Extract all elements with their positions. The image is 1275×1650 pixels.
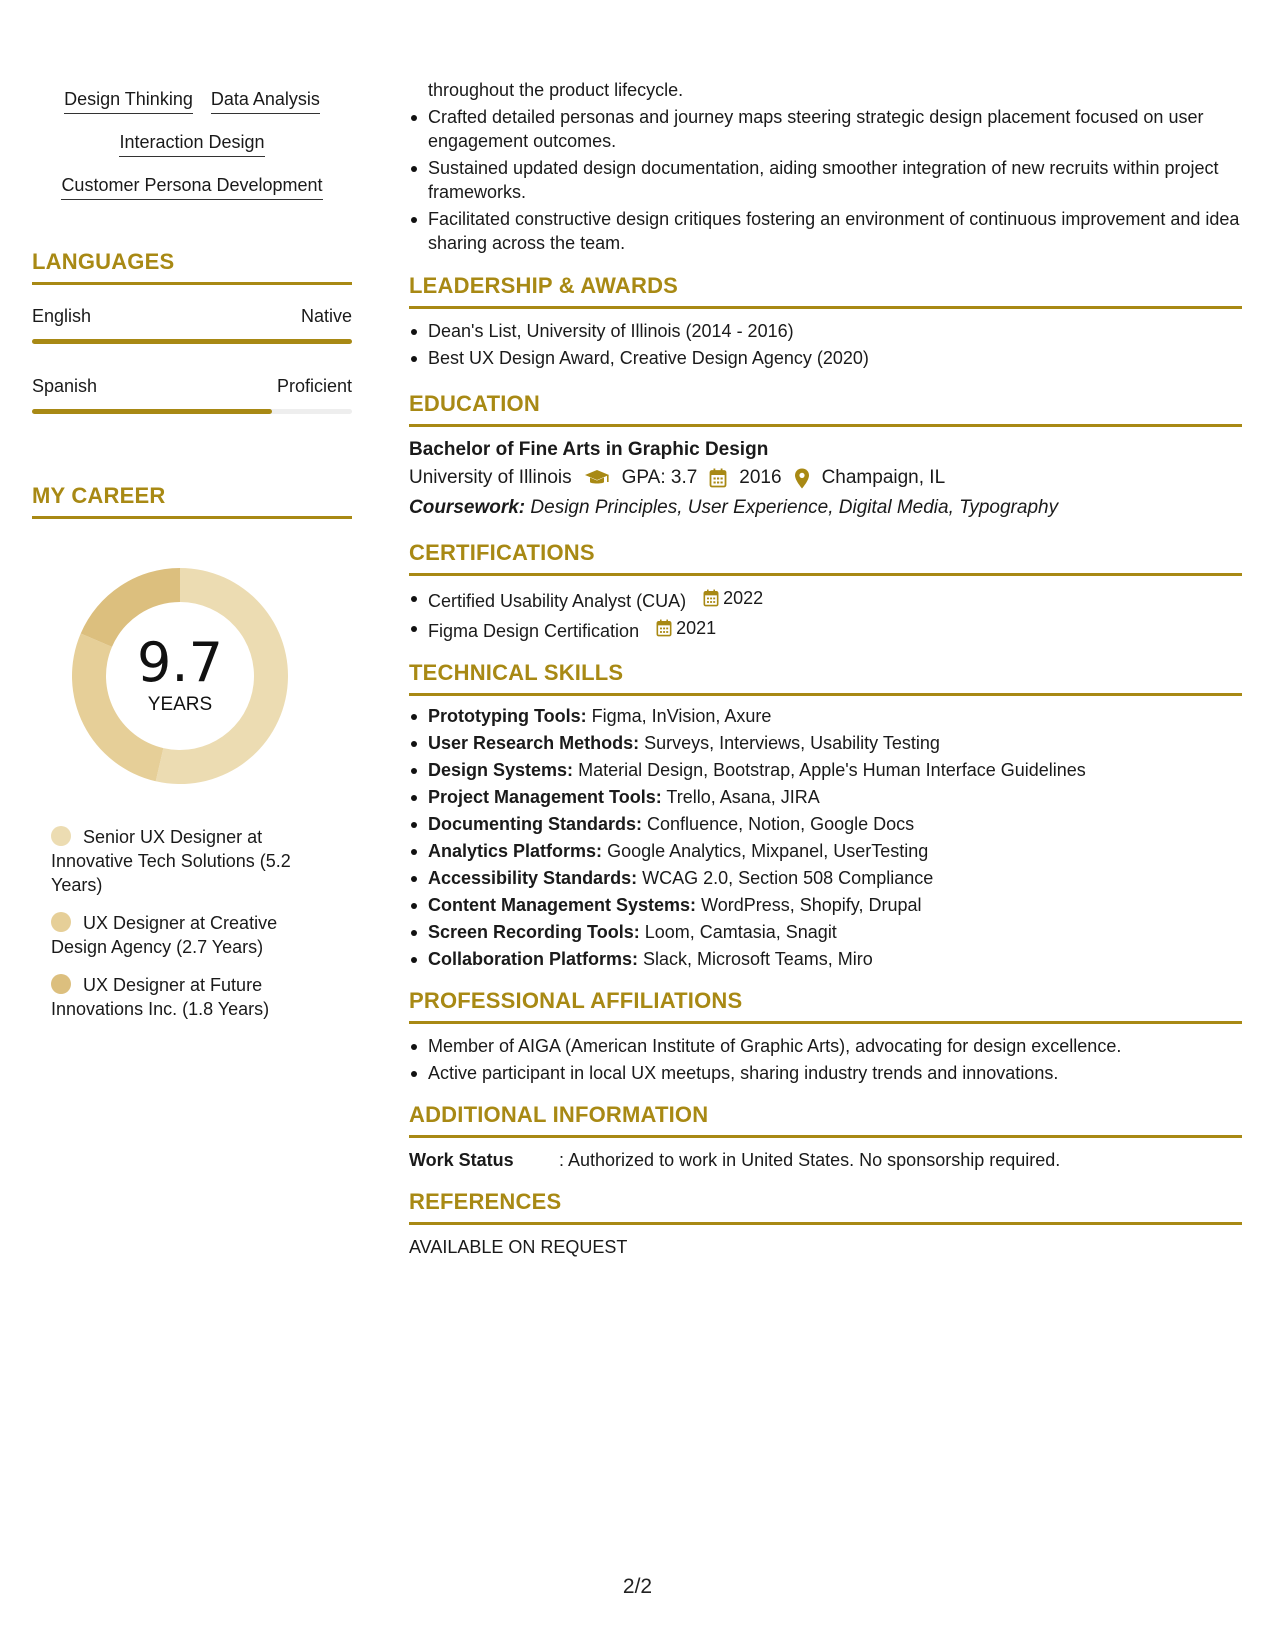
education-location: Champaign, IL bbox=[821, 467, 946, 488]
section-title: LANGUAGES bbox=[32, 249, 175, 274]
section-title: ADDITIONAL INFORMATION bbox=[409, 1102, 709, 1127]
section-divider bbox=[409, 1021, 1242, 1024]
career-donut-chart bbox=[67, 563, 293, 789]
legend-dot bbox=[51, 826, 71, 846]
skill-category: Project Management Tools: bbox=[428, 787, 662, 807]
list-item: Sustained updated design documentation, aiding smoother integration of new recruits within project frameworks. bbox=[409, 156, 1242, 204]
language-bar bbox=[32, 339, 352, 344]
skill-category: Collaboration Platforms: bbox=[428, 949, 639, 969]
language-item bbox=[32, 375, 352, 414]
language-name: English bbox=[32, 306, 92, 326]
additional-info-section bbox=[409, 1101, 1242, 1172]
info-value: : Authorized to work in United States. No sponsorship required. bbox=[559, 1150, 1061, 1170]
list-item: Best UX Design Award, Creative Design Agency (2020) bbox=[409, 346, 1242, 370]
section-divider bbox=[409, 693, 1242, 696]
section-divider bbox=[32, 516, 352, 519]
skill-tag: Design Thinking bbox=[64, 88, 193, 114]
legend-dot bbox=[51, 912, 71, 932]
career-legend bbox=[51, 825, 321, 1021]
section-divider bbox=[409, 424, 1242, 427]
skill-category: Design Systems: bbox=[428, 760, 574, 780]
career-years-unit: YEARS bbox=[147, 694, 213, 715]
education-section bbox=[409, 390, 1242, 523]
calendar-icon bbox=[656, 619, 672, 637]
legend-item bbox=[51, 973, 321, 1021]
skill-category: Documenting Standards: bbox=[428, 814, 643, 834]
section-title: TECHNICAL SKILLS bbox=[409, 660, 624, 685]
legend-label: UX Designer at Future Innovations Inc. (1.8 Years) bbox=[51, 975, 270, 1019]
skill-tag: Customer Persona Development bbox=[61, 174, 322, 200]
section-title: PROFESSIONAL AFFILIATIONS bbox=[409, 988, 743, 1013]
list-item: Crafted detailed personas and journey maps steering strategic design placement focused on user engagement outcomes. bbox=[409, 105, 1242, 153]
references-section bbox=[409, 1188, 1242, 1259]
leadership-section bbox=[409, 272, 1242, 370]
page-number: 2/2 bbox=[622, 1575, 653, 1598]
coursework-label: Coursework: bbox=[409, 497, 526, 518]
skills-tags bbox=[32, 78, 352, 200]
references-text: AVAILABLE ON REQUEST bbox=[409, 1237, 628, 1257]
language-bar-fill bbox=[32, 339, 352, 344]
list-item bbox=[409, 893, 1242, 917]
list-item bbox=[409, 704, 1242, 728]
section-divider bbox=[32, 282, 352, 285]
legend-item bbox=[51, 825, 321, 897]
skill-values: Confluence, Notion, Google Docs bbox=[647, 814, 915, 834]
coursework bbox=[409, 493, 1242, 523]
language-bar bbox=[32, 409, 352, 414]
legend-label: Senior UX Designer at Innovative Tech Solutions (5.2 Years) bbox=[51, 827, 291, 895]
list-item bbox=[409, 866, 1242, 890]
list-item bbox=[409, 616, 1242, 643]
section-divider bbox=[409, 1135, 1242, 1138]
skill-values: Surveys, Interviews, Usability Testing bbox=[644, 733, 940, 753]
skill-values: WordPress, Shopify, Drupal bbox=[701, 895, 922, 915]
certification-name: Figma Design Certification bbox=[428, 621, 640, 641]
section-title: REFERENCES bbox=[409, 1189, 562, 1214]
certification-name: Certified Usability Analyst (CUA) bbox=[428, 591, 687, 611]
calendar-icon bbox=[709, 468, 727, 488]
skill-values: Google Analytics, Mixpanel, UserTesting bbox=[607, 841, 929, 861]
info-label: Work Status bbox=[409, 1150, 514, 1170]
list-item bbox=[409, 785, 1242, 809]
experience-continued bbox=[409, 78, 1242, 255]
skill-category: User Research Methods: bbox=[428, 733, 640, 753]
section-title: MY CAREER bbox=[32, 483, 166, 508]
skill-category: Screen Recording Tools: bbox=[428, 922, 640, 942]
technical-skills-section bbox=[409, 659, 1242, 971]
language-name: Spanish bbox=[32, 376, 98, 396]
coursework-list: Design Principles, User Experience, Digital Media, Typography bbox=[530, 497, 1059, 518]
main-content bbox=[409, 78, 1242, 1259]
list-item: Active participant in local UX meetups, sharing industry trends and innovations. bbox=[409, 1061, 1242, 1085]
certification-year: 2021 bbox=[676, 618, 717, 638]
legend-dot bbox=[51, 974, 71, 994]
gpa: GPA: 3.7 bbox=[621, 467, 698, 488]
graduation-cap-icon bbox=[584, 469, 610, 487]
section-title: EDUCATION bbox=[409, 391, 540, 416]
language-level: Native bbox=[300, 306, 352, 326]
skill-values: Trello, Asana, JIRA bbox=[666, 787, 820, 807]
list-item: Dean's List, University of Illinois (2014 - 2016) bbox=[409, 319, 1242, 343]
degree-title: Bachelor of Fine Arts in Graphic Design bbox=[409, 439, 769, 460]
certifications-section bbox=[409, 539, 1242, 643]
language-bar-fill bbox=[32, 409, 272, 414]
list-item bbox=[409, 731, 1242, 755]
section-title: CERTIFICATIONS bbox=[409, 540, 595, 565]
legend-item bbox=[51, 911, 321, 959]
skill-category: Content Management Systems: bbox=[428, 895, 697, 915]
map-pin-icon bbox=[794, 468, 810, 489]
list-item bbox=[409, 586, 1242, 613]
skill-category: Prototyping Tools: bbox=[428, 706, 587, 726]
list-item bbox=[409, 812, 1242, 836]
list-item: Member of AIGA (American Institute of Graphic Arts), advocating for design excellence. bbox=[409, 1034, 1242, 1058]
section-divider bbox=[409, 1222, 1242, 1225]
skill-values: Loom, Camtasia, Snagit bbox=[644, 922, 837, 942]
list-item: Facilitated constructive design critiques fostering an environment of continuous improvement and idea sharing across the team. bbox=[409, 207, 1242, 255]
sidebar bbox=[32, 78, 352, 1035]
section-divider bbox=[409, 306, 1242, 309]
section-divider bbox=[409, 573, 1242, 576]
career-total-years: 9.7 bbox=[137, 631, 223, 694]
skill-values: Figma, InVision, Axure bbox=[591, 706, 772, 726]
list-item bbox=[409, 839, 1242, 863]
skill-tag: Data Analysis bbox=[211, 88, 320, 114]
skill-category: Accessibility Standards: bbox=[428, 868, 638, 888]
affiliations-section bbox=[409, 987, 1242, 1085]
career-section bbox=[32, 482, 352, 1021]
section-title: LEADERSHIP & AWARDS bbox=[409, 273, 679, 298]
list-item bbox=[409, 947, 1242, 971]
skill-values: WCAG 2.0, Section 508 Compliance bbox=[642, 868, 934, 888]
skill-values: Material Design, Bootstrap, Apple's Human Interface Guidelines bbox=[578, 760, 1086, 780]
school-name: University of Illinois bbox=[409, 467, 572, 488]
skill-tag: Interaction Design bbox=[119, 131, 264, 157]
skill-values: Slack, Microsoft Teams, Miro bbox=[643, 949, 873, 969]
experience-continuation-text: throughout the product lifecycle. bbox=[428, 80, 684, 100]
certification-year: 2022 bbox=[723, 588, 764, 608]
skill-category: Analytics Platforms: bbox=[428, 841, 603, 861]
language-item bbox=[32, 305, 352, 344]
legend-label: UX Designer at Creative Design Agency (2.7 Years) bbox=[51, 913, 278, 957]
list-item bbox=[409, 920, 1242, 944]
language-level: Proficient bbox=[276, 376, 352, 396]
education-meta bbox=[409, 463, 1242, 493]
languages-section bbox=[32, 248, 352, 414]
graduation-year: 2016 bbox=[739, 467, 782, 488]
info-row bbox=[409, 1148, 1242, 1172]
list-item bbox=[409, 758, 1242, 782]
calendar-icon bbox=[703, 589, 719, 607]
